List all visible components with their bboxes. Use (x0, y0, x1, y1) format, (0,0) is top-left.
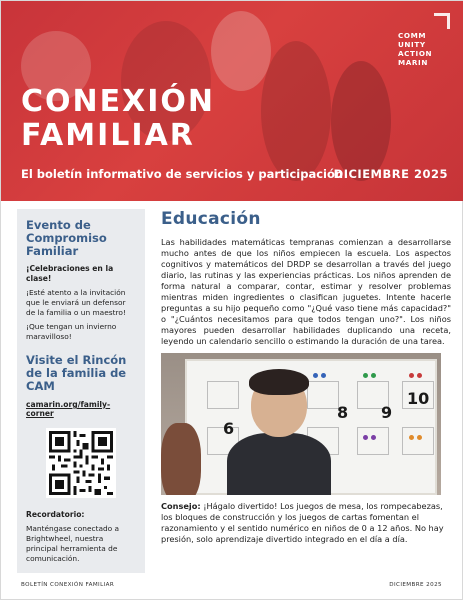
board-number: 9 (381, 403, 393, 422)
board-cell (307, 381, 339, 409)
counting-dot (363, 435, 368, 440)
tip-caption (161, 501, 451, 545)
counting-dot (417, 435, 422, 440)
title-line-1: CONEXIÓN (21, 84, 216, 119)
counting-dot (409, 373, 414, 378)
reminder-label: Recordatorio: (26, 510, 85, 519)
counting-dot (417, 373, 422, 378)
counting-dot (371, 435, 376, 440)
child-math-photo (161, 353, 441, 495)
child-body (227, 433, 331, 495)
board-number: 8 (337, 403, 349, 422)
header-banner (1, 1, 463, 201)
board-number: 10 (407, 389, 430, 408)
child-hair (249, 369, 309, 395)
counting-dot (363, 373, 368, 378)
winter-wish-text: ¡Que tengan un invierno maravilloso! (26, 322, 117, 341)
counting-dot (321, 373, 326, 378)
board-cell (357, 427, 389, 455)
education-paragraph: Las habilidades matemáticas tempranas comienzan a desarrollarse mucho antes de que los niños empiecen la escuela. Los aspectos cognitivos y matemáticos del DRDP se desarrollan a través del juego diario, las rutinas y las experiencias prácticas. Los niños aprenden de forma natural a comparar, contar, estimar y resolver problemas mientras miden ingredientes o clasifican juguetes. Intente hacerle preguntas a su hijo pequeño como "¿Qué vaso tiene más capacidad?" o "¿Cuántos necesitamos para que todos tengan uno?". Los niños mayores pueden desarrollar habilidades duplicando una receta, leyendo un calendario sencillo o estimando la duración de una tarea. (161, 237, 451, 346)
family-corner-link[interactable]: camarin.org/family-corner (26, 400, 111, 418)
qr-code-graphic (49, 431, 113, 495)
board-cell (207, 381, 239, 409)
logo-corner-mark (434, 13, 450, 29)
qr-code[interactable] (46, 428, 116, 498)
main-content (161, 209, 451, 545)
board-cell (402, 427, 434, 455)
counting-dot (409, 435, 414, 440)
celebrations-text: ¡Celebraciones en la clase! (26, 264, 114, 283)
newsletter-title (21, 85, 215, 153)
footer-newsletter-name: BOLETÍN CONEXIÓN FAMILIAR (21, 582, 115, 588)
newsletter-subtitle: El boletín informativo de servicios y participación (21, 167, 344, 181)
invitation-text: ¡Esté atento a la invitación que le enviará un defensor de la familia o un maestro! (26, 288, 126, 317)
second-child (161, 423, 201, 495)
title-line-2: FAMILIAR (21, 118, 195, 153)
community-action-marin-logo (394, 13, 450, 69)
sidebar-heading-event: Evento de Compromiso Familiar (26, 218, 107, 258)
tip-label: Consejo: (161, 501, 201, 511)
section-heading-education: Educación (161, 209, 261, 229)
tip-text: ¡Hágalo divertido! Los juegos de mesa, los rompecabezas, los bloques de construcción y los juegos de cartas fomentan el razonamiento y el sentido numérico en niños de 0 a 12 años. No hay presión, solo aprendizaje divertido integrado en el día a día. (161, 501, 444, 544)
reminder-text: Manténgase conectado a Brightwheel, nuestra principal herramienta de comunicación. (26, 524, 120, 563)
counting-dot (313, 373, 318, 378)
board-number: 6 (223, 419, 235, 438)
footer-date: DICIEMBRE 2025 (389, 582, 442, 588)
sidebar-panel (17, 209, 145, 573)
counting-dot (371, 373, 376, 378)
sidebar-heading-family-corner: Visite el Rincón de la familia de CAM (26, 353, 127, 393)
logo-text: COMM UNITY ACTION MARIN (398, 31, 433, 67)
issue-date: DICIEMBRE 2025 (333, 167, 448, 181)
